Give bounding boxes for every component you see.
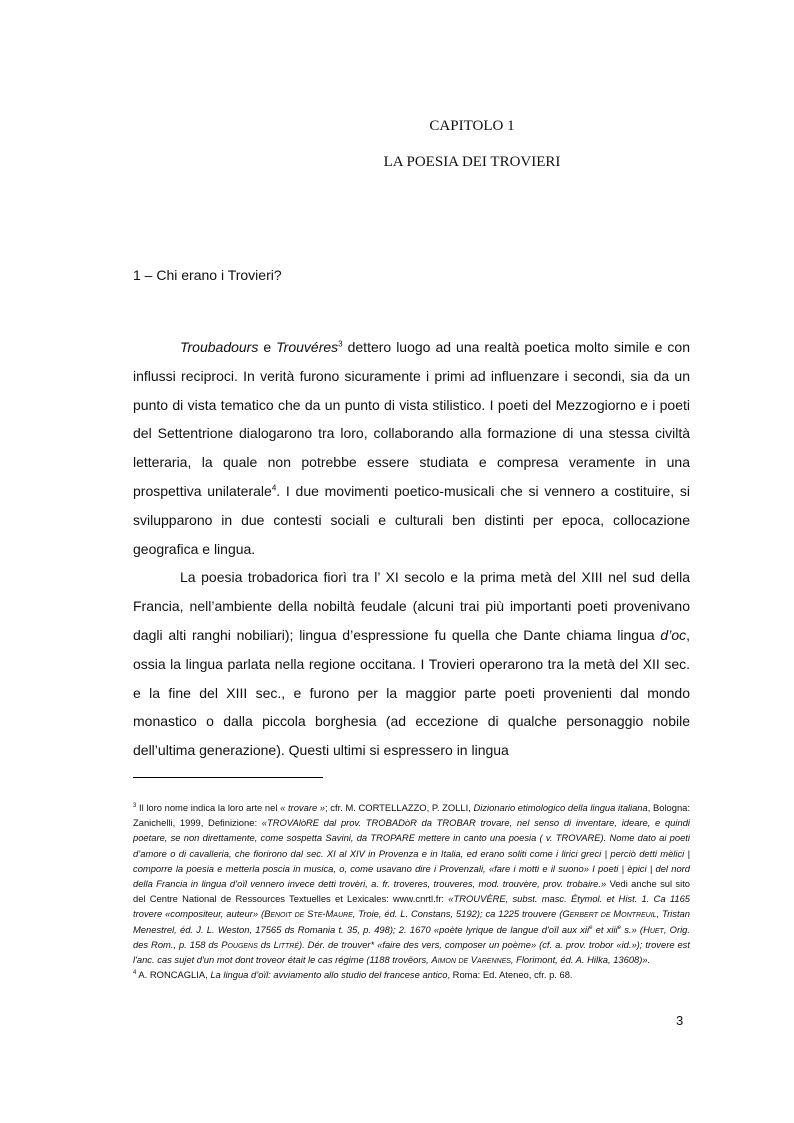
text-fragment: e [617, 924, 621, 931]
text-fragment: e [589, 924, 593, 931]
text-fragment: A. RONCAGLIA, [136, 969, 211, 981]
footnote-marker: 4 [133, 970, 137, 977]
text-fragment: «TROUVÈRE, subst. masc. Étymol. et Hist. 1. Ca 1165 trovere «compositeur, auteur» ( [133, 893, 691, 920]
text-fragment: e [258, 339, 277, 355]
footnote-4 [133, 967, 690, 982]
term-trouveres: Trouvéres [276, 339, 339, 355]
term-troubadours: Troubadours [180, 339, 259, 355]
text-fragment: et xiii [592, 923, 618, 935]
text-fragment: . I due movimenti poetico-musicali che si vennero a costituire, si svilupparono in due contesti sociali e culturali ben distinti per epoca, collocazione geografica e lingua. [133, 482, 690, 557]
text-fragment: , ossia la lingua parlata nella regione occitana. I Trovieri operarono tra la metà del XII sec. e la fine del XIII sec., e furono per la maggior parte poeti provenienti dal mondo monastico o dalla piccola borghesia (ad eccezione di qualche personaggio nobile dell’ultima generazione). Questi ultimi si espressero in lingua [133, 626, 690, 759]
text-fragment: « trovare » [280, 802, 326, 813]
text-fragment: Dizionario etimologico della lingua italiana [473, 802, 648, 813]
section-heading: 1 – Chi erano i Trovieri? [133, 267, 282, 283]
page-number: 3 [676, 1013, 684, 1028]
footnote-separator [133, 777, 323, 778]
text-fragment: Aimon de Varennes [431, 954, 511, 966]
text-fragment: , Troie, éd. L. Constans, 5192); ca 1225 trouvere ( [352, 908, 563, 920]
text-fragment: La lingua d’oïl: avviamento allo studio del francese antico [210, 969, 448, 981]
text-fragment: Huet [643, 923, 664, 935]
text-fragment: ; cfr. M. CORTELLAZZO, P. ZOLLI, [325, 802, 474, 813]
text-fragment: Littré [273, 938, 300, 950]
text-fragment: dettero luogo ad una realtà poetica molto simile e con influssi reciproci. In verità furono sicuramente i primi ad influenzare i secondi, sia da un punto di vista tematico che da un punto di vista stilistico. I poeti del Mezzogiorno e i poeti del Settentrione dialogarono tra loro, collaborando alla formazione di una stessa civiltà letteraria, la quale non potrebbe essere studiata e compresa veramente in una prospettiva unilaterale [133, 339, 690, 499]
text-fragment: , Bologna: Zanichelli, 1999, Definizione: [133, 802, 691, 829]
text-fragment: ds [257, 938, 274, 950]
text-fragment: Pougens [221, 938, 258, 950]
chapter-number: CAPITOLO 1 [429, 118, 515, 134]
footnote-ref-3[interactable]: 3 [338, 339, 343, 349]
text-fragment: , Tristan Menestrel, éd. J. L. Weston, 17565 ds Romania t. 35, p. 498); 2. 1670 «poète lyrique de langue d'oïl aux xii [133, 908, 690, 935]
text-fragment: , Florimont, éd. A. Hilka, 13608)». [510, 954, 651, 966]
footnotes [133, 800, 690, 982]
text-fragment: ). Dér. de trouver* «faire des vers, composer un poème» (cf. a. prov. trobor «id.»); trovere est l'anc. cas sujet d'un mot dont troveor était le cas régime (1188 trovëors, [133, 938, 690, 966]
paragraph-1 [133, 333, 690, 563]
body-text [133, 333, 690, 765]
paragraph-2 [133, 563, 690, 765]
text-fragment: , Roma: Ed. Ateneo, cfr. p. 68. [447, 969, 573, 981]
text-fragment: s.» ( [620, 923, 644, 935]
text-fragment: , Orig. des Rom., p. 158 ds [133, 923, 690, 950]
footnote-ref-4[interactable]: 4 [271, 483, 277, 493]
text-fragment: Gerbert de Montreuil [562, 908, 657, 920]
term-doc: d’oc [660, 626, 687, 643]
text-fragment: Benoit de Ste-Maure [264, 908, 353, 920]
text-fragment: Il loro nome indica la loro arte nel [136, 802, 281, 813]
text-fragment: «TROVAlòRE dal prov. TROBADòR da TROBAR trovare, nel senso di inventare, ideare, e quindi poetare, se non direttamente, come sospetta Savini, da TROPARE mettere in canto una poesia ( v. TROVARE). Nome dato ai poeti d’amore o di cavalleria, che fiorirono dal sec. XI al XIV in Provenza e in Italia, ed erano soliti come i lirici greci | perciò detti mèlici | comporre la poesia e metterla poscia in musica, o, come usavano dire i Provenzali, «fare i motti e il suono» I poeti | èpici | del nord della Francia in lingua d’oïl vennero invece detti trovèri, a. fr. troveres, trouveres, mod. trouvère, prov. trobaire.» [133, 817, 690, 890]
chapter-title: LA POESIA DEI TROVIERI [383, 154, 561, 170]
text-fragment: La poesia trobadorica fiorì tra l’ XI secolo e la prima metà del XIII nel sud della Francia, nell’ambiente della nobiltà feudale (alcuni trai più importanti poeti provenivano dagli alti ranghi nobiliari); lingua d’espressione fu quella che Dante chiama lingua [133, 569, 690, 643]
footnote-marker: 3 [133, 802, 137, 809]
text-fragment: Vedi anche sul sito del Centre National de Ressources Textuelles et Lexicales: www.cnrtl.fr: [133, 878, 691, 905]
footnote-3 [133, 800, 690, 967]
